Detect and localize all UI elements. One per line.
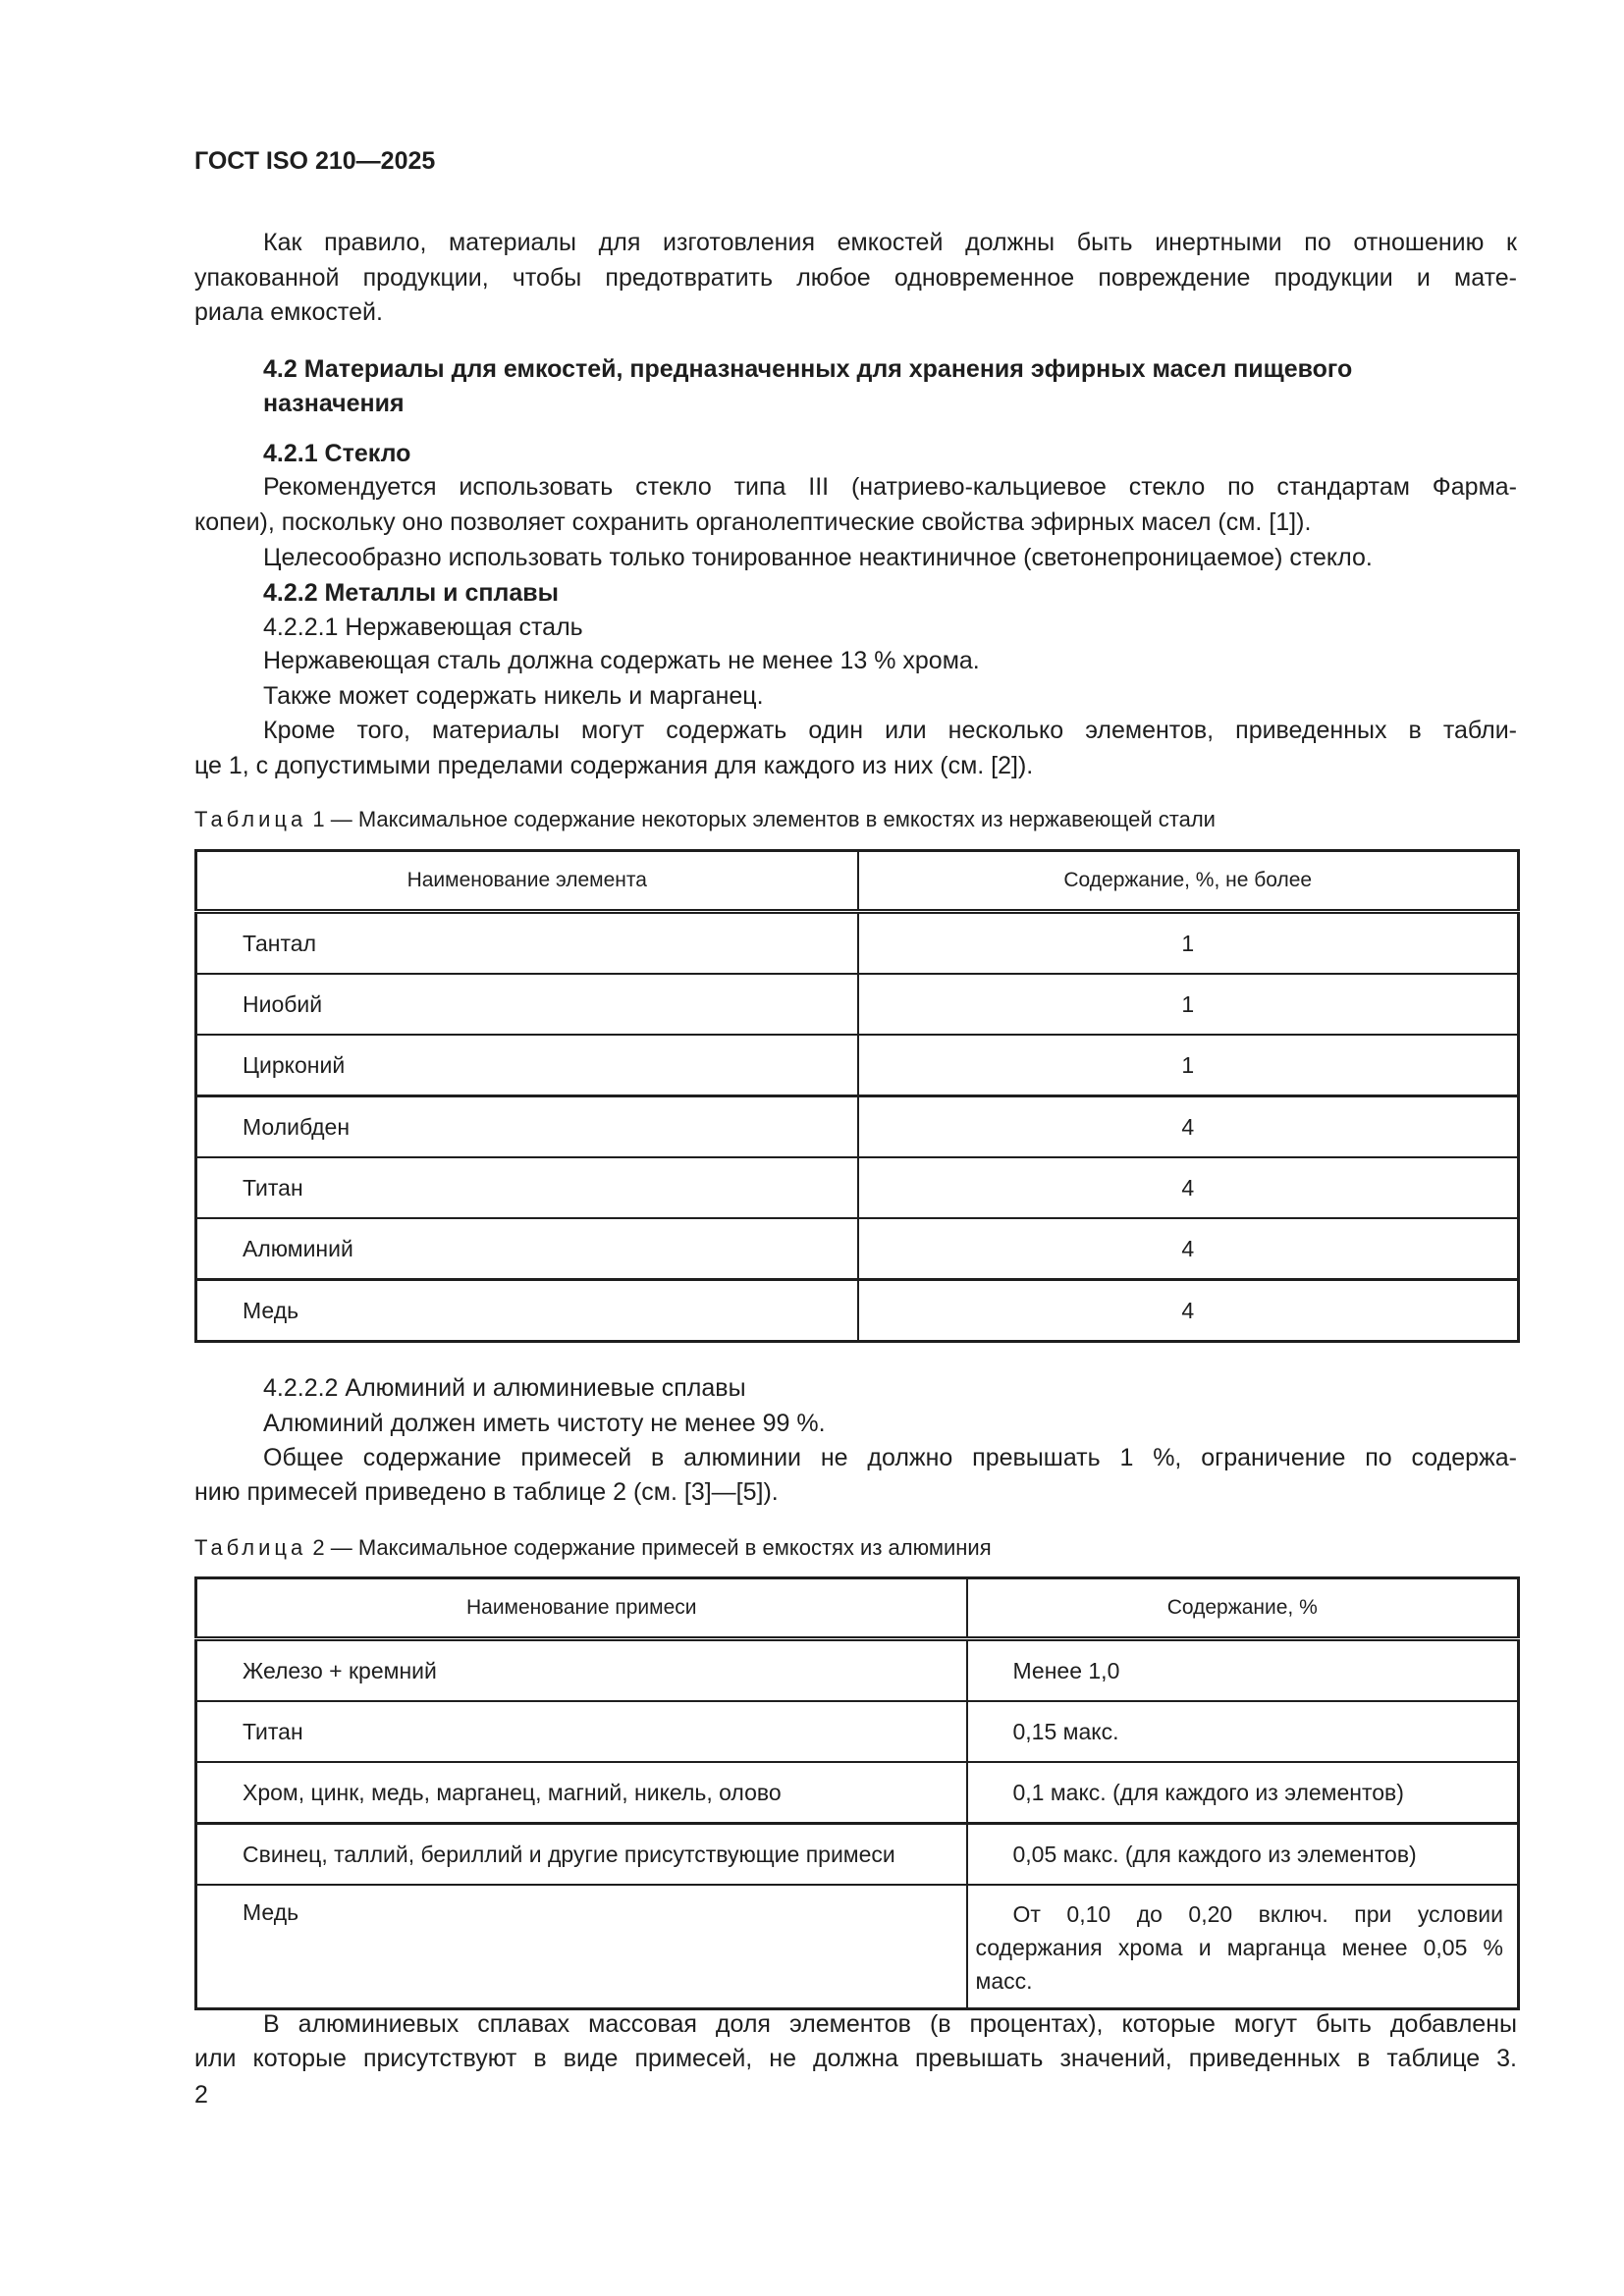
- table-row: [196, 1218, 1519, 1280]
- text-line: упакованной продукции, чтобы предотвратить любое одновременное повреждение продукции и мате-: [194, 264, 1517, 292]
- table-row: [196, 1701, 1519, 1762]
- table-row: [196, 1035, 1519, 1096]
- table-row: [196, 974, 1519, 1035]
- table-row: [196, 1639, 1519, 1702]
- column-header: Наименование примеси: [196, 1578, 967, 1639]
- text-line: копеи), поскольку оно позволяет сохранить органолептические свойства эфирных масел (см. [1]).: [194, 508, 1312, 536]
- text-line: Как правило, материалы для изготовления емкостей должны быть инертными по отношению к: [263, 229, 1517, 256]
- table2-caption: [194, 1533, 992, 1563]
- caption-label: Таблица: [194, 1535, 307, 1560]
- table1: [194, 849, 1520, 1343]
- text-line: Нержавеющая сталь должна содержать не менее 13 % хрома.: [263, 647, 980, 674]
- element-content: 1: [858, 974, 1519, 1035]
- column-header: Наименование элемента: [196, 851, 858, 912]
- table-row: [196, 1280, 1519, 1342]
- text-line: це 1, с допустимыми пределами содержания для каждого из них (см. [2]).: [194, 752, 1034, 779]
- element-content: 4: [858, 1280, 1519, 1342]
- table-header-row: [196, 1578, 1519, 1639]
- caption-text: 2 — Максимальное содержание примесей в емкостях из алюминия: [306, 1535, 992, 1560]
- text-line: или которые присутствуют в виде примесей, не должна превышать значений, приведенных в таблице 3.: [194, 2045, 1517, 2072]
- text-line: Целесообразно использовать только тонированное неактиничное (светонепроницаемое) стекло.: [263, 544, 1373, 571]
- section-heading-4-2-2-2: 4.2.2.2 Алюминий и алюминиевые сплавы: [263, 1374, 746, 1402]
- impurity-name: Свинец, таллий, бериллий и другие присутствующие примеси: [196, 1824, 967, 1886]
- element-name: Титан: [196, 1157, 858, 1218]
- element-content: 1: [858, 912, 1519, 975]
- section-heading-4-2-2-1: 4.2.2.1 Нержавеющая сталь: [263, 614, 583, 641]
- text-line: Рекомендуется использовать стекло типа III (натриево-кальциевое стекло по стандартам Фарма-: [263, 473, 1517, 501]
- heading-line: 4.2 Материалы для емкостей, предназначенных для хранения эфирных масел пищевого: [263, 355, 1353, 383]
- element-content: 4: [858, 1096, 1519, 1158]
- text-line: В алюминиевых сплавах массовая доля элементов (в процентах), которые могут быть добавлены: [263, 2010, 1517, 2038]
- text-line: Алюминий должен иметь чистоту не менее 99 %.: [263, 1410, 826, 1437]
- text-line: Общее содержание примесей в алюминии не должно превышать 1 %, ограничение по содержа-: [263, 1444, 1517, 1471]
- element-name: Ниобий: [196, 974, 858, 1035]
- caption-text: 1 — Максимальное содержание некоторых элементов в емкостях из нержавеющей стали: [306, 807, 1216, 831]
- impurity-name: Хром, цинк, медь, марганец, магний, никель, олово: [196, 1762, 967, 1824]
- table1-caption: [194, 805, 1216, 834]
- impurity-content: 0,05 макс. (для каждого из элементов): [967, 1824, 1519, 1886]
- table-row: [196, 1762, 1519, 1824]
- table-row: [196, 1157, 1519, 1218]
- impurity-name: Железо + кремний: [196, 1639, 967, 1702]
- table-header-row: [196, 851, 1519, 912]
- element-content: 4: [858, 1218, 1519, 1280]
- element-content: 4: [858, 1157, 1519, 1218]
- element-name: Алюминий: [196, 1218, 858, 1280]
- impurity-content: Менее 1,0: [967, 1639, 1519, 1702]
- text-line: Кроме того, материалы могут содержать один или несколько элементов, приведенных в табли-: [263, 717, 1517, 744]
- impurity-name: Титан: [196, 1701, 967, 1762]
- column-header: Содержание, %: [967, 1578, 1519, 1639]
- text-line: Также может содержать никель и марганец.: [263, 682, 764, 710]
- impurity-content: 0,1 макс. (для каждого из элементов): [967, 1762, 1519, 1824]
- table-row: [196, 1885, 1519, 2009]
- document-code: ГОСТ ISO 210—2025: [194, 147, 436, 175]
- text-line: риала емкостей.: [194, 298, 383, 326]
- caption-label: Таблица: [194, 807, 307, 831]
- element-name: Цирконий: [196, 1035, 858, 1096]
- text-line: нию примесей приведено в таблице 2 (см. [3]—[5]).: [194, 1478, 779, 1506]
- table-row: [196, 912, 1519, 975]
- element-name: Медь: [196, 1280, 858, 1342]
- page-number: 2: [194, 2081, 208, 2109]
- table-row: [196, 1824, 1519, 1886]
- section-heading-4-2-1: 4.2.1 Стекло: [263, 440, 411, 467]
- impurity-content: От 0,10 до 0,20 включ. при условии содержания хрома и марганца менее 0,05 % масс.: [967, 1885, 1519, 2009]
- table2: [194, 1576, 1520, 2010]
- impurity-name: Медь: [196, 1885, 967, 2009]
- element-name: Тантал: [196, 912, 858, 975]
- element-content: 1: [858, 1035, 1519, 1096]
- section-heading-4-2-2: 4.2.2 Металлы и сплавы: [263, 579, 559, 607]
- table-row: [196, 1096, 1519, 1158]
- impurity-content: 0,15 макс.: [967, 1701, 1519, 1762]
- element-name: Молибден: [196, 1096, 858, 1158]
- column-header: Содержание, %, не более: [858, 851, 1519, 912]
- heading-line: назначения: [263, 390, 405, 417]
